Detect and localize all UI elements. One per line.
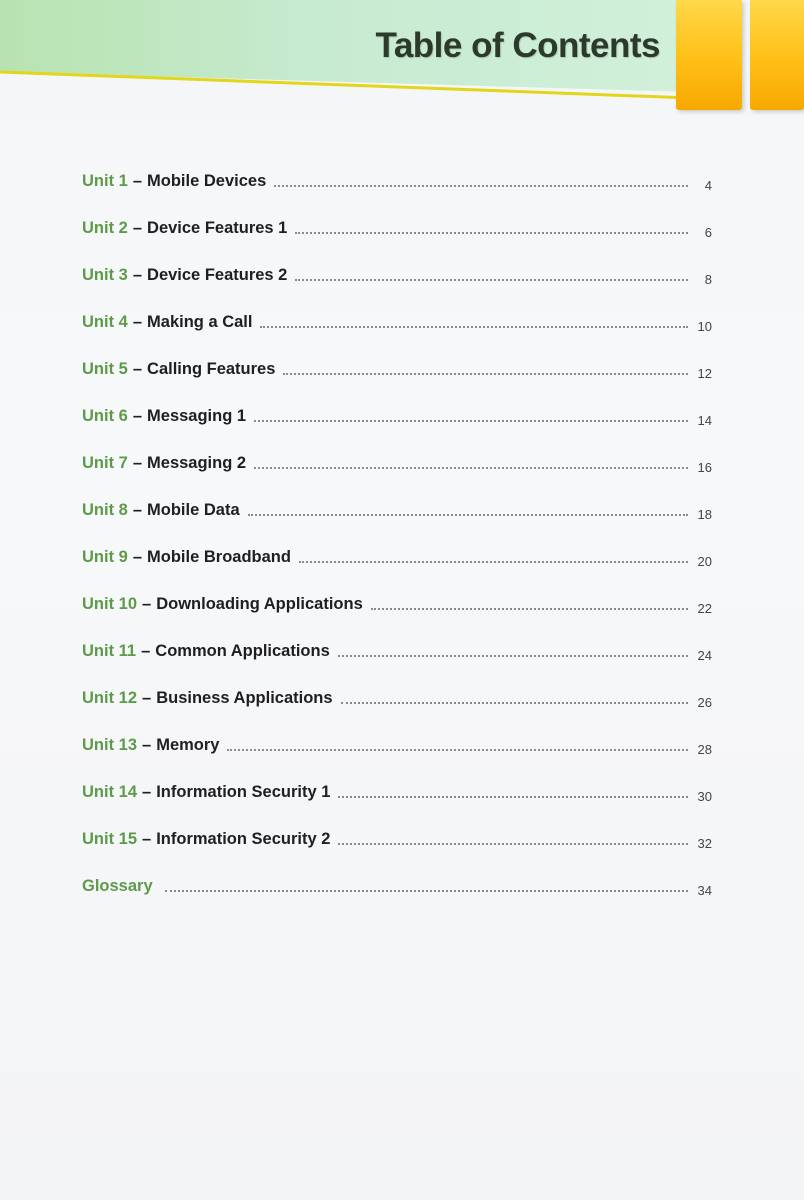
separator-dash: – [142, 830, 152, 848]
dot-leader [299, 560, 688, 563]
page-number: 30 [697, 789, 712, 804]
separator-dash: – [142, 736, 152, 754]
unit-number: Unit 1 [82, 172, 128, 190]
toc-entry-unit-2[interactable] [82, 211, 712, 258]
unit-topic: Memory [156, 736, 220, 754]
unit-topic: Messaging 1 [147, 407, 247, 425]
unit-number: Unit 10 [82, 595, 138, 613]
dot-leader [165, 889, 688, 892]
toc-entry-label [82, 407, 246, 426]
toc-entry-unit-14[interactable] [82, 775, 712, 822]
page-number: 32 [697, 836, 712, 851]
glossary-label: Glossary [82, 877, 153, 895]
unit-topic: Information Security 2 [156, 830, 331, 848]
page-number: 12 [697, 366, 712, 381]
page-number: 18 [697, 507, 712, 522]
unit-number: Unit 2 [82, 219, 128, 237]
toc-entry-glossary[interactable] [82, 869, 712, 916]
separator-dash: – [132, 360, 143, 378]
toc-entry-unit-5[interactable] [82, 352, 712, 399]
page-number: 16 [697, 460, 712, 475]
unit-number: Unit 7 [82, 454, 128, 472]
dot-leader [227, 748, 688, 751]
dot-leader [283, 372, 688, 375]
toc-entry-unit-10[interactable] [82, 587, 712, 634]
toc-entry-unit-3[interactable] [82, 258, 712, 305]
toc-entry-label [82, 830, 330, 849]
unit-topic: Messaging 2 [147, 454, 247, 472]
toc-entry-unit-4[interactable] [82, 305, 712, 352]
dot-leader [260, 325, 688, 328]
page-number: 28 [697, 742, 712, 757]
page-number: 14 [697, 413, 712, 428]
yellow-tab-right [750, 0, 804, 110]
toc-entry-unit-13[interactable] [82, 728, 712, 775]
separator-dash: – [142, 689, 152, 707]
toc-entry-unit-15[interactable] [82, 822, 712, 869]
unit-number: Unit 11 [82, 642, 137, 660]
unit-number: Unit 4 [82, 313, 128, 331]
dot-leader [338, 842, 688, 845]
toc-entry-label [82, 172, 266, 191]
separator-dash: – [142, 783, 152, 801]
separator-dash: – [132, 219, 143, 237]
separator-dash: – [132, 407, 143, 425]
page-number: 10 [697, 319, 712, 334]
separator-dash: – [142, 595, 152, 613]
unit-number: Unit 5 [82, 360, 128, 378]
unit-number: Unit 9 [82, 548, 128, 566]
yellow-tab-left [676, 0, 742, 110]
separator-dash: – [132, 548, 143, 566]
unit-topic: Device Features 1 [147, 219, 288, 237]
toc-entry-unit-12[interactable] [82, 681, 712, 728]
page-number: 20 [697, 554, 712, 569]
dot-leader [338, 654, 688, 657]
page-number: 8 [704, 272, 712, 287]
dot-leader [248, 513, 688, 516]
dot-leader [341, 701, 688, 704]
unit-topic: Mobile Data [147, 501, 240, 519]
unit-topic: Common Applications [155, 642, 330, 660]
separator-dash: – [132, 313, 143, 331]
unit-topic: Making a Call [147, 313, 253, 331]
toc-entry-label [82, 783, 330, 802]
separator-dash: – [132, 501, 143, 519]
toc-entry-unit-11[interactable] [82, 634, 712, 681]
dot-leader [338, 795, 688, 798]
unit-number: Unit 8 [82, 501, 128, 519]
toc-entry-label [82, 454, 246, 473]
unit-number: Unit 14 [82, 783, 138, 801]
page-number: 22 [697, 601, 712, 616]
page-number: 6 [704, 225, 712, 240]
page-number: 26 [697, 695, 712, 710]
unit-number: Unit 6 [82, 407, 128, 425]
toc-entry-label [82, 501, 240, 520]
unit-topic: Mobile Devices [147, 172, 267, 190]
unit-topic: Information Security 1 [156, 783, 331, 801]
unit-number: Unit 12 [82, 689, 138, 707]
toc-entry-label [82, 877, 157, 896]
toc-entry-unit-6[interactable] [82, 399, 712, 446]
toc-entry-label [82, 548, 291, 567]
toc-entry-label [82, 595, 363, 614]
separator-dash: – [132, 172, 143, 190]
toc-entry-label [82, 689, 333, 708]
page-title: Table of Contents [375, 26, 660, 65]
toc-entry-unit-7[interactable] [82, 446, 712, 493]
page-number: 4 [704, 178, 712, 193]
unit-number: Unit 15 [82, 830, 138, 848]
dot-leader [254, 419, 688, 422]
dot-leader [371, 607, 688, 610]
unit-topic: Business Applications [156, 689, 333, 707]
dot-leader [274, 184, 688, 187]
toc-entry-label [82, 313, 252, 332]
dot-leader [295, 278, 688, 281]
unit-topic: Device Features 2 [147, 266, 288, 284]
separator-dash: – [132, 454, 143, 472]
toc-entry-unit-1[interactable] [82, 164, 712, 211]
dot-leader [254, 466, 688, 469]
table-of-contents [82, 164, 712, 916]
unit-topic: Calling Features [147, 360, 276, 378]
toc-entry-label [82, 642, 330, 661]
unit-number: Unit 13 [82, 736, 138, 754]
toc-entry-label [82, 266, 287, 285]
separator-dash: – [141, 642, 151, 660]
toc-entry-label [82, 360, 275, 379]
unit-topic: Downloading Applications [156, 595, 363, 613]
page-number: 24 [697, 648, 712, 663]
toc-entry-label [82, 736, 219, 755]
toc-entry-unit-8[interactable] [82, 493, 712, 540]
toc-entry-unit-9[interactable] [82, 540, 712, 587]
unit-topic: Mobile Broadband [147, 548, 291, 566]
separator-dash: – [132, 266, 143, 284]
unit-number: Unit 3 [82, 266, 128, 284]
page-number: 34 [697, 883, 712, 898]
toc-entry-label [82, 219, 287, 238]
dot-leader [295, 231, 688, 234]
